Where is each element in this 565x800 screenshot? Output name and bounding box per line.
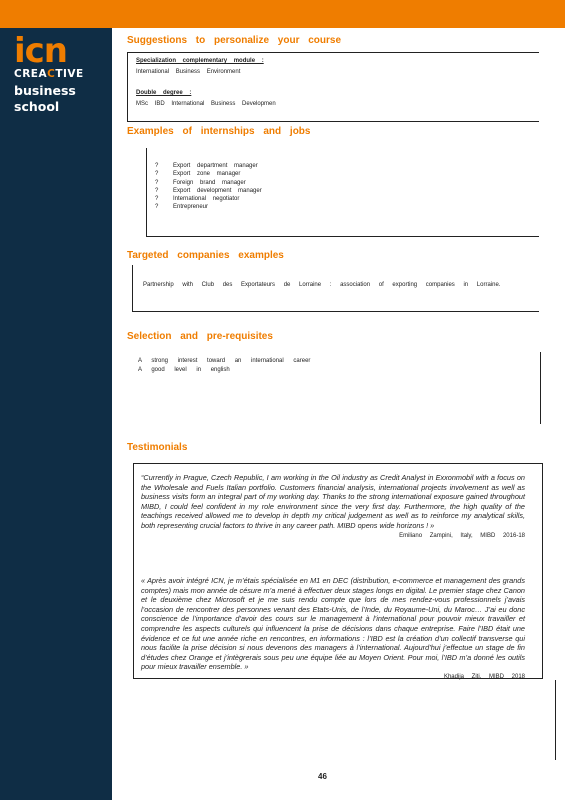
bullet-icon: ? [155,187,159,194]
bullet-icon: ? [155,179,159,186]
suggestions-box [127,52,539,122]
top-orange-band [0,0,565,28]
selection-line-1: A strong interest toward an international career [138,358,311,364]
list-item: ? Export development manager [155,187,262,194]
sidebar-brand-panel [0,28,112,800]
logo-tagline-school: school [14,99,60,114]
page-number: 46 [318,772,327,781]
suggestions-heading: Suggestions to personalize your course [127,35,342,46]
internships-list [155,162,262,212]
bullet-icon: ? [155,163,159,169]
testimonials-box [133,463,543,679]
companies-box [132,265,539,312]
list-item: ? Export department manager [155,163,258,169]
list-item: ? Entrepreneur [155,204,209,211]
bullet-icon: ? [155,196,159,203]
logo-tagline-business: business [14,83,76,98]
testimonial-quote: « Après avoir intégré ICN, je m’étais spécialisée en M1 en DEC (distribution, e-commerce et management des grands comptes) mais mon année de césure m’a mené à effectuer deux stages longs en digital. Le premier stage chez Canon et le deuxième chez Microsoft et je me suis rendu compte que lors de mes rendez-vous professionnels j’avais l’occasion de rencontrer des personnes venant des Etats-Unis, de l’Inde, du Royaume-Uni, du Maroc… J’ai eu donc conscience de l’importance d’avoir des cours sur le management à l’international pour pouvoir mieux travailler et comprendre les aspects culturels qui influencent la prise de décisions dans chaque entreprise. Faire l’IBD était une évidence et ce fut une année riche en rencontres, en informations : l’IBD est la création d’un collectif transverse qui nous facilite la prise décision si nous devenons des managers à l’international. Aujourd’hui j’effectue un stage de fin d’études chez Orange et j’intègrerais sous peu une équipe liée au Moyen Orient. Pour moi, l’IBD m’a donné les outils pour mieux travailler ensemble. » [141,576,525,672]
specialization-label: Specialization complementary module : [136,58,264,64]
testimonial-author: Emiliano Zampini, Italy, MIBD 2016-18 [399,532,525,539]
companies-text: Partnership with Club des Exportateurs de Lorraine : association of exporting companies in Lorraine. [143,282,501,288]
testimonial-author: Khadija Ziti, MIBD 2018 [443,673,525,680]
bullet-icon: ? [155,171,159,178]
double-degree-value: MSc IBD International Business Developmen [136,101,276,107]
icn-logo: icn [14,31,68,71]
companies-heading: Targeted companies examples [127,250,284,261]
testimonial-1 [141,473,525,539]
selection-line-2: A good level in english [138,367,230,373]
list-item: ? Export zone manager [155,171,241,178]
testimonial-quote: “Currently in Prague, Czech Republic, I am working in the Oil industry as Credit Analyst in Exxonmobil with a focus on the Wholesale and Fuels Italian portfolio. Customers financial analysis, international projects involvement as well as business visits form an integral part of my working day. Thanks to the strong international exposure gained throughout MIBD, I could feel confident in my role environment since the very first day. Furthermore, the high quality of the teachings received allowed me to develop in depth my critical judgement as well as to reinforce my analytical skills, both representing crucial factors to thrive in any career path. MIBD opens wide horizons ! » [141,473,525,530]
logo-tagline-creactive: CREACTIVE [14,68,84,80]
double-degree-label: Double degree : [136,90,192,96]
internships-box [146,148,539,237]
specialization-value: International Business Environment [136,69,241,75]
internships-heading: Examples of internships and jobs [127,126,311,137]
selection-heading: Selection and pre-requisites [127,331,273,342]
list-item: ? Foreign brand manager [155,179,246,186]
bullet-icon: ? [155,204,159,211]
selection-box [132,352,541,424]
testimonials-heading: Testimonials [127,442,188,453]
testimonials-side-rule [555,680,556,760]
list-item: ? International negotiator [155,196,240,203]
testimonial-2 [141,576,525,680]
